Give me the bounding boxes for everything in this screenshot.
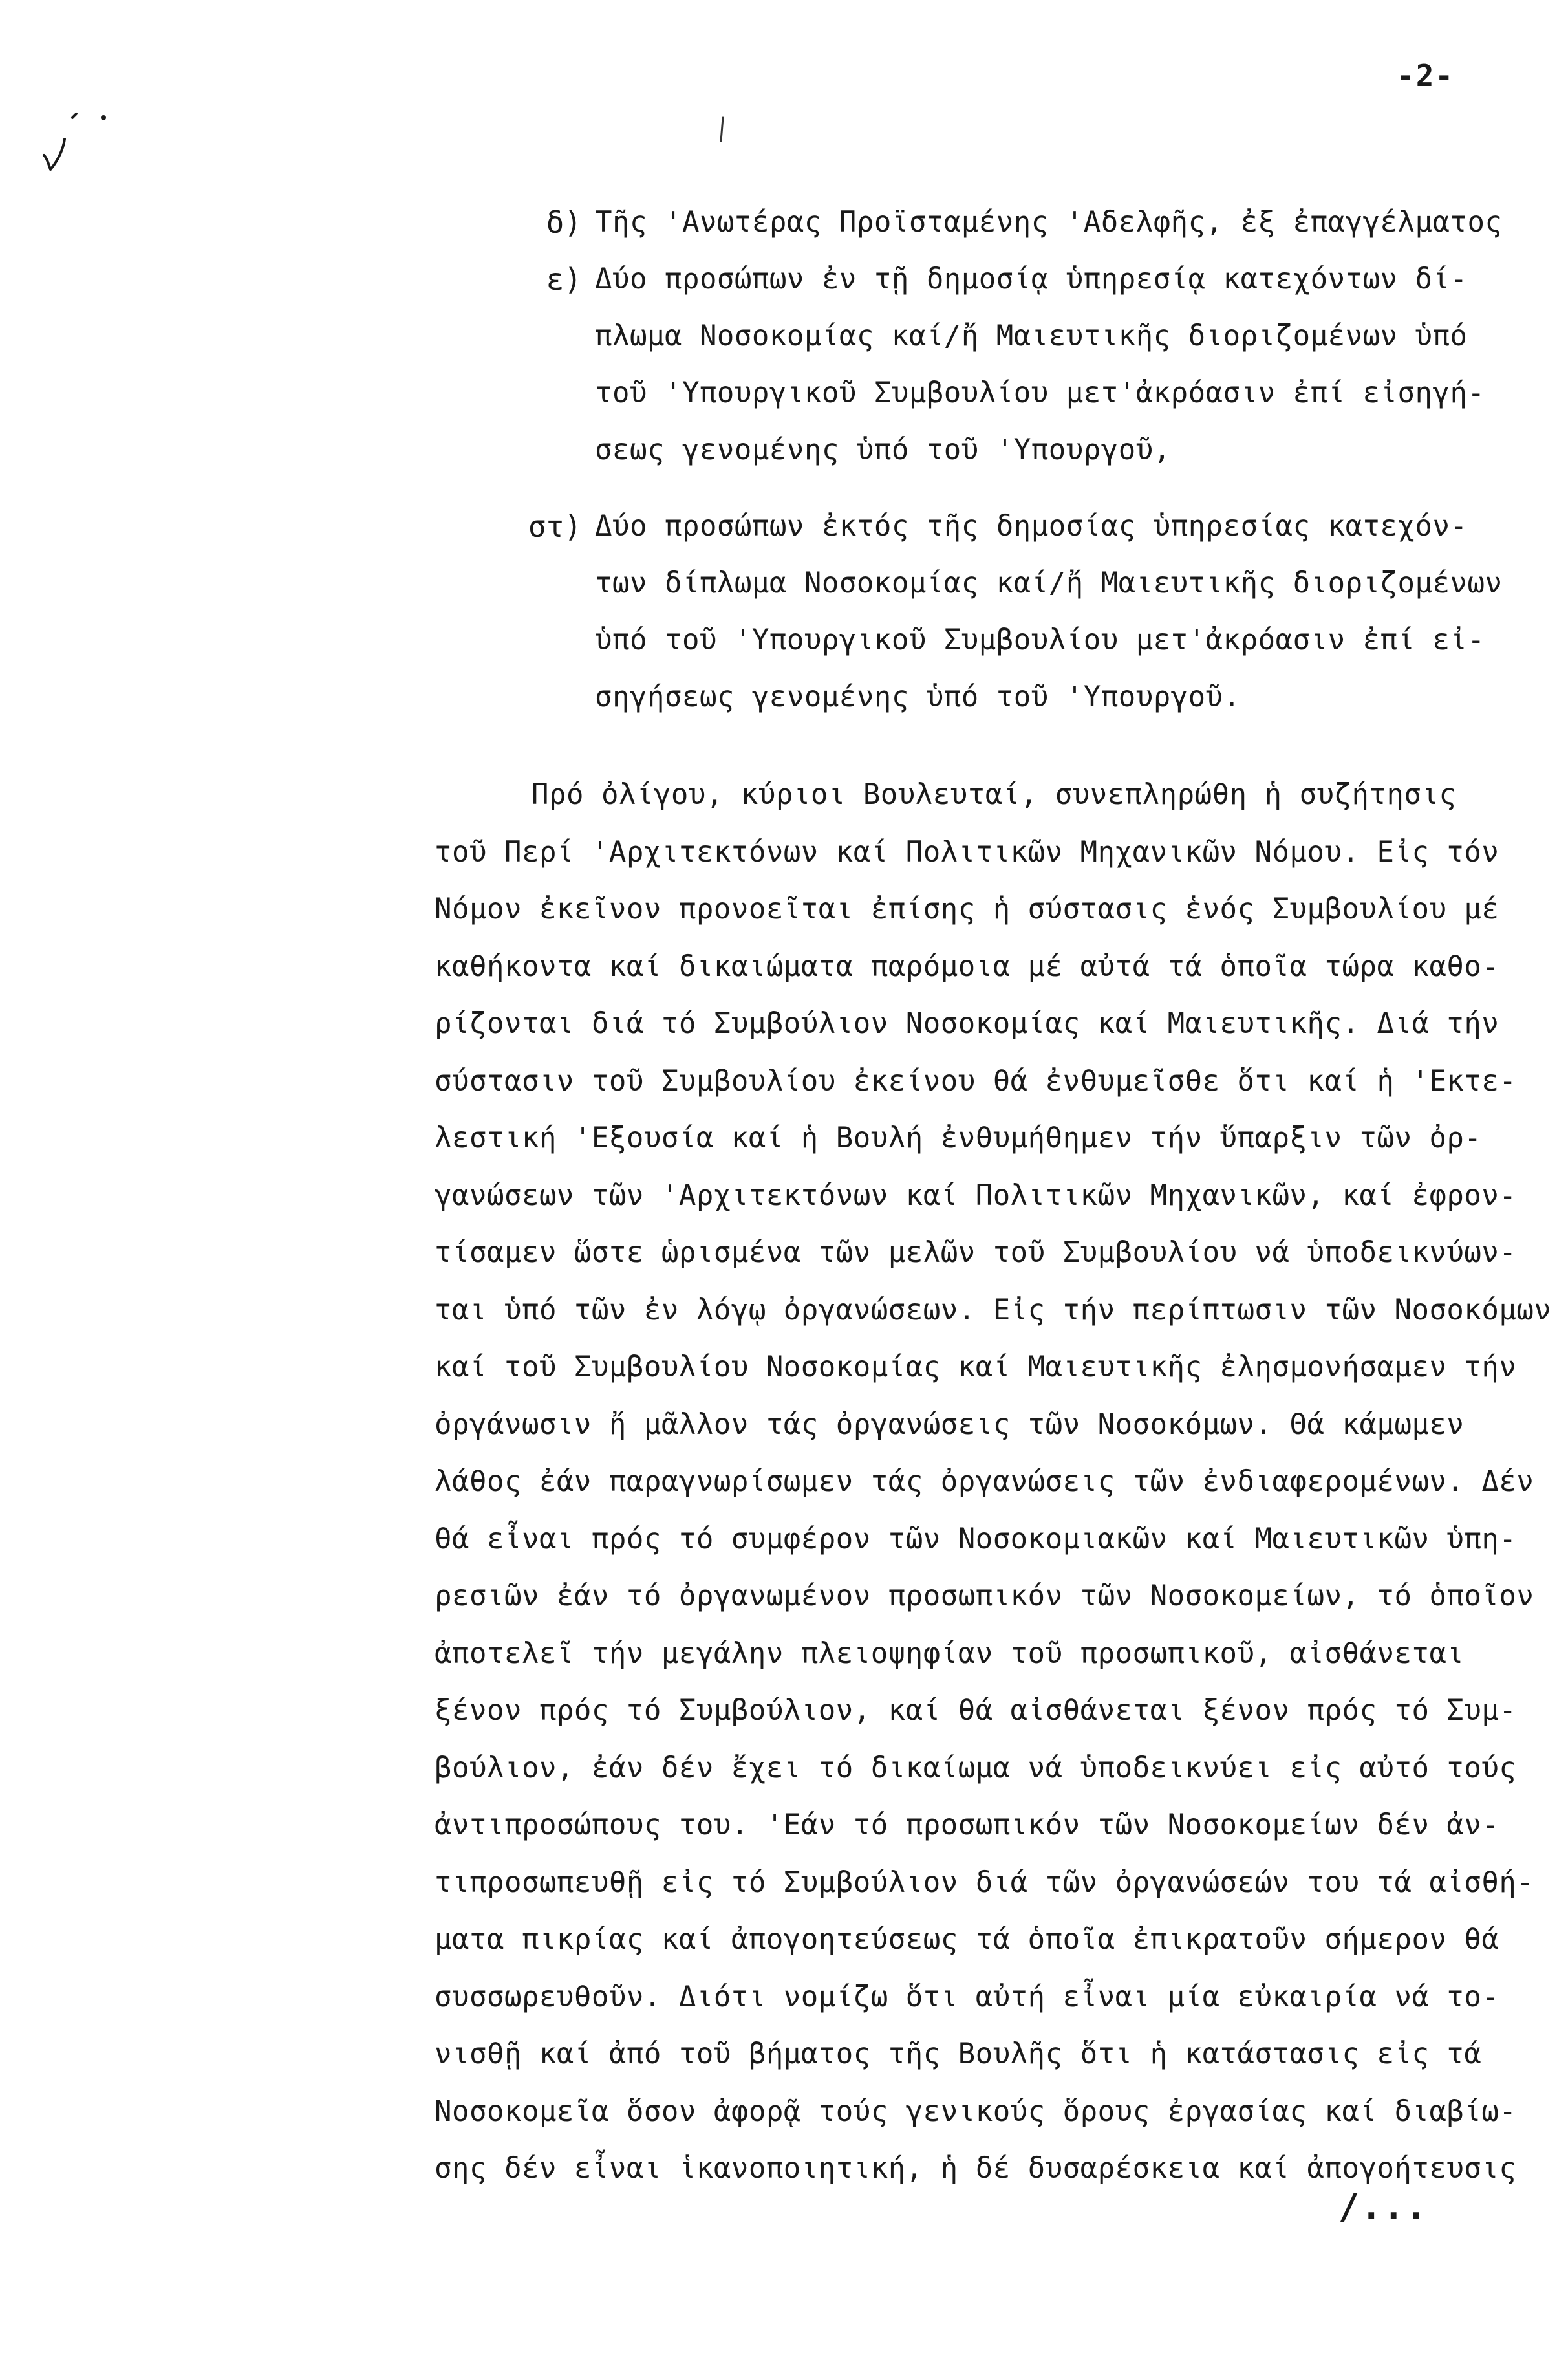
text-line: τιπροσωπευθῇ εἰς τό Συμβούλιον διά τῶν ὀργανώσεών του τά αἰσθή- [435,1865,1534,1899]
text-line: Νόμον ἐκεῖνον προνοεῖται ἐπίσης ἡ σύστασις ἑνός Συμβουλίου μέ [435,893,1499,926]
text-line: τοῦ Περί 'Αρχιτεκτόνων καί Πολιτικῶν Μηχανικῶν Νόμου. Εἰς τόν [435,835,1499,869]
text-line: ξένον πρός τό Συμβούλιον, καί θά αἰσθάνεται ξένον πρός τό Συμ- [435,1694,1517,1727]
text-line: λάθος ἐάν παραγνωρίσωμεν τάς ὀργανώσεις τῶν ἐνδιαφερομένων. Δέν [435,1465,1534,1498]
list-item-label: στ) [528,509,582,544]
text-line: ἀποτελεῖ τήν μεγάλην πλειοψηφίαν τοῦ προσωπικοῦ, αἰσθάνεται [435,1636,1465,1670]
text-line: σηγήσεως γενομένης ὑπό τοῦ 'Υπουργοῦ. [595,680,1241,713]
list-item-text [595,251,1552,479]
text-line: τοῦ 'Υπουργικοῦ Συμβουλίου μετ'ἀκρόασιν ἐπί εἰσηγή- [595,376,1485,409]
text-line: σεως γενομένης ὑπό τοῦ 'Υπουργοῦ, [595,433,1171,466]
handwritten-check-mark [39,110,116,194]
list-item-text [595,498,1552,726]
text-line: νισθῇ καί ἀπό τοῦ βήματος τῆς Βουλῆς ὅτι ἡ κατάστασις εἰς τά [435,2037,1482,2070]
text-line: σης δέν εἶναι ἱκανοποιητική, ἡ δέ δυσαρέσκεια καί ἀπογοήτευσις [435,2152,1517,2185]
text-line: γανώσεων τῶν 'Αρχιτεκτόνων καί Πολιτικῶν Μηχανικῶν, καί ἐφρον- [435,1178,1517,1212]
text-line: καθήκοντα καί δικαιώματα παρόμοια μέ αὐτά τά ὁποῖα τώρα καθο- [435,950,1499,983]
text-line: ρίζονται διά τό Συμβούλιον Νοσοκομίας καί Μαιευτικῆς. Διά τήν [435,1007,1499,1040]
list-item-text [595,194,1552,251]
text-line: των δίπλωμα Νοσοκομίας καί/ἤ Μαιευτικῆς διοριζομένων [595,567,1503,600]
text-line: ρεσιῶν ἐάν τό ὀργανωμένον προσωπικόν τῶν Νοσοκομείων, τό ὁποῖον [435,1579,1534,1612]
page-number: -2- [1397,58,1455,93]
text-line: ματα πικρίας καί ἀπογοητεύσεως τά ὁποῖα ἐπικρατοῦν σήμερον θά [435,1923,1499,1956]
text-line: ἀντιπροσώπους του. 'Εάν τό προσωπικόν τῶν Νοσοκομείων δέν ἀν- [435,1808,1499,1841]
text-line: θά εἶναι πρός τό συμφέρον τῶν Νοσοκομιακῶν καί Μαιευτικῶν ὑπη- [435,1522,1517,1556]
text-line: ται ὑπό τῶν ἐν λόγῳ ὀργανώσεων. Εἰς τήν περίπτωσιν τῶν Νοσοκόμων [435,1293,1552,1327]
text-line: ὀργάνωσιν ἤ μᾶλλον τάς ὀργανώσεις τῶν Νοσοκόμων. Θά κάμωμεν [435,1407,1465,1441]
text-line: βούλιον, ἐάν δέν ἔχει τό δικαίωμα νά ὑποδεικνύει εἰς αὐτό τούς [435,1751,1517,1785]
list-item-label: ε) [546,262,582,297]
text-line: πλωμα Νοσοκομίας καί/ἤ Μαιευτικῆς διοριζομένων ὑπό [595,320,1468,353]
text-line: Τῆς 'Ανωτέρας Προϊσταμένης 'Αδελφῆς, ἐξ ἐπαγγέλματος [595,206,1503,239]
text-line: Δύο προσώπων ἐκτός τῆς δημοσίας ὑπηρεσίας κατεχόν- [595,510,1468,543]
text-line: τίσαμεν ὥστε ὡρισμένα τῶν μελῶν τοῦ Συμβουλίου νά ὑποδεικνύων- [435,1236,1517,1269]
text-line: λεστική 'Εξουσία καί ἡ Βουλή ἐνθυμήθημεν τήν ὕπαρξιν τῶν ὀρ- [435,1122,1482,1155]
list-item-label: δ) [546,205,582,240]
continuation-mark: /... [1338,2186,1428,2227]
body-paragraph [435,766,1552,2198]
text-line: Δύο προσώπων ἐν τῇ δημοσίᾳ ὑπηρεσίᾳ κατεχόντων δί- [595,263,1468,296]
text-line: σύστασιν τοῦ Συμβουλίου ἐκείνου θά ἐνθυμεῖσθε ὅτι καί ἡ 'Εκτε- [435,1064,1517,1098]
pencil-tick-mark [719,116,725,142]
text-line: ὑπό τοῦ 'Υπουργικοῦ Συμβουλίου μετ'ἀκρόασιν ἐπί εἰ- [595,624,1485,657]
text-line: καί τοῦ Συμβουλίου Νοσοκομίας καί Μαιευτικῆς ἐλησμονήσαμεν τήν [435,1351,1517,1384]
text-line: συσσωρευθοῦν. Διότι νομίζω ὅτι αὐτή εἶναι μία εὐκαιρία νά το- [435,1980,1499,2013]
text-line: Πρό ὀλίγου, κύριοι Βουλευταί, συνεπληρώθη ἡ συζήτησις [532,778,1457,811]
text-line: Νοσοκομεῖα ὅσον ἀφορᾷ τούς γενικούς ὅρους ἐργασίας καί διαβίω- [435,2094,1517,2128]
